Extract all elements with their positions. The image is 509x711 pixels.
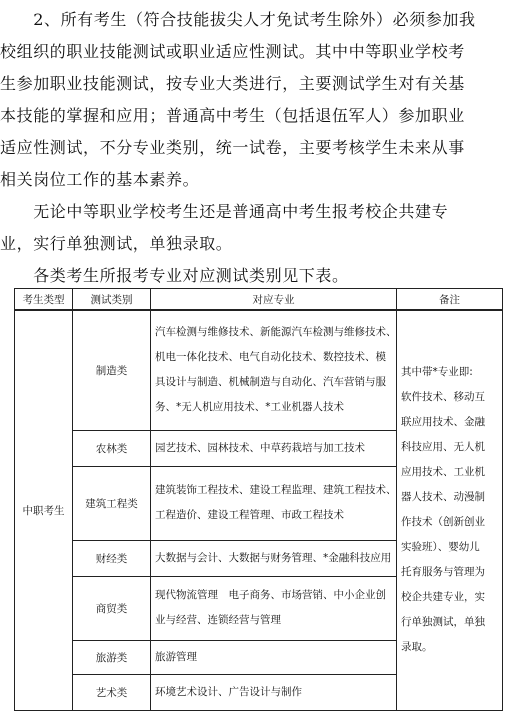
remark-line: 录取。 bbox=[401, 641, 433, 654]
header-majors: 对应专业 bbox=[151, 289, 397, 311]
major-line: 园艺技术、园林技术、中草药栽培与加工技术 bbox=[155, 441, 365, 454]
table-row bbox=[15, 310, 503, 430]
text-line: 2、所有考生（符合技能拔尖人才免试考生除外）必须参加我 bbox=[0, 10, 476, 29]
remark-line: 托育服务与管理为 bbox=[401, 566, 485, 579]
remark-line: 校企共建专业，实 bbox=[401, 591, 485, 604]
majors-cell bbox=[151, 640, 397, 674]
header-remarks: 备注 bbox=[397, 289, 503, 311]
major-line: 机电一体化技术、电气自动化技术、数控技术、模 bbox=[155, 351, 386, 364]
category-cell: 商贸类 bbox=[73, 576, 151, 640]
category-cell: 财经类 bbox=[73, 540, 151, 576]
remarks-cell bbox=[397, 310, 503, 710]
text-line: 生参加职业技能测试，按专业大类进行，主要测试学生对有关基 bbox=[0, 74, 465, 93]
remark-line: 其中带*专业即: bbox=[401, 366, 473, 379]
majors-cell bbox=[151, 540, 397, 576]
majors-cell bbox=[151, 674, 397, 710]
text-line: 适应性测试，不分专业类别，统一试卷，主要考核学生未来从事 bbox=[0, 138, 465, 157]
paragraph-co-built-majors bbox=[0, 196, 509, 260]
major-line: 旅游管理 bbox=[155, 650, 197, 663]
major-line: 业与经营、连锁经营与管理 bbox=[155, 614, 281, 626]
major-line: 大数据与会计、大数据与财务管理、*金融科技应用 bbox=[155, 551, 392, 564]
major-line: 汽车检测与维修技术、新能源汽车检测与维修技术、 bbox=[155, 326, 397, 339]
majors-cell bbox=[151, 310, 397, 430]
text-line: 校组织的职业技能测试或职业适应性测试。其中中等职业学校考 bbox=[0, 42, 465, 61]
remark-line: 器人技术、动漫制 bbox=[401, 491, 485, 504]
remark-line: 联应用技术、金融 bbox=[401, 416, 485, 429]
remark-line: 科技应用、无人机 bbox=[401, 441, 485, 454]
remark-line: 行单独测试，单独 bbox=[401, 616, 485, 629]
majors-cell bbox=[151, 430, 397, 466]
remark-line: 应用技术、工业机 bbox=[401, 466, 485, 479]
text-line: 无论中等职业学校考生还是普通高中考生报考校企共建专 bbox=[0, 202, 449, 221]
major-line: 务、*无人机应用技术、*工业机器人技术 bbox=[155, 401, 344, 414]
remark-line: 软件技术、移动互 bbox=[401, 391, 485, 404]
category-cell: 建筑工程类 bbox=[73, 466, 151, 540]
text-line: 本技能的掌握和应用；普通高中考生（包括退伍军人）参加职业 bbox=[0, 106, 465, 125]
text-line: 业，实行单独测试，单独录取。 bbox=[0, 234, 233, 253]
major-line: 现代物流管理 电子商务、市场营销、中小企业创 bbox=[155, 589, 386, 601]
major-line: 建筑装饰工程技术、建设工程监理、建筑工程技术、 bbox=[155, 484, 397, 496]
text-line: 相关岗位工作的基本素养。 bbox=[0, 170, 200, 189]
category-cell: 旅游类 bbox=[73, 640, 151, 674]
category-cell: 制造类 bbox=[73, 310, 151, 430]
student-type-cell: 中职考生 bbox=[15, 310, 73, 710]
text-line: 各类考生所报考专业对应测试类别见下表。 bbox=[0, 266, 349, 285]
header-student-type: 考生类型 bbox=[15, 289, 73, 311]
category-cell: 艺术类 bbox=[73, 674, 151, 710]
major-line: 工程造价、建设工程管理、市政工程技术 bbox=[155, 509, 344, 521]
category-cell: 农林类 bbox=[73, 430, 151, 466]
major-line: 具设计与制造、机械制造与自动化、汽车营销与服 bbox=[155, 376, 386, 389]
test-category-table bbox=[14, 288, 503, 711]
remark-line: 作技术（创新创业 bbox=[401, 516, 485, 529]
remark-line: 实验班）、婴幼儿 bbox=[401, 541, 480, 554]
paragraph-skills-test bbox=[0, 4, 509, 196]
major-line: 环境艺术设计、广告设计与制作 bbox=[155, 685, 302, 698]
header-test-category: 测试类别 bbox=[73, 289, 151, 311]
majors-cell bbox=[151, 466, 397, 540]
table-header-row bbox=[15, 289, 503, 311]
majors-cell bbox=[151, 576, 397, 640]
